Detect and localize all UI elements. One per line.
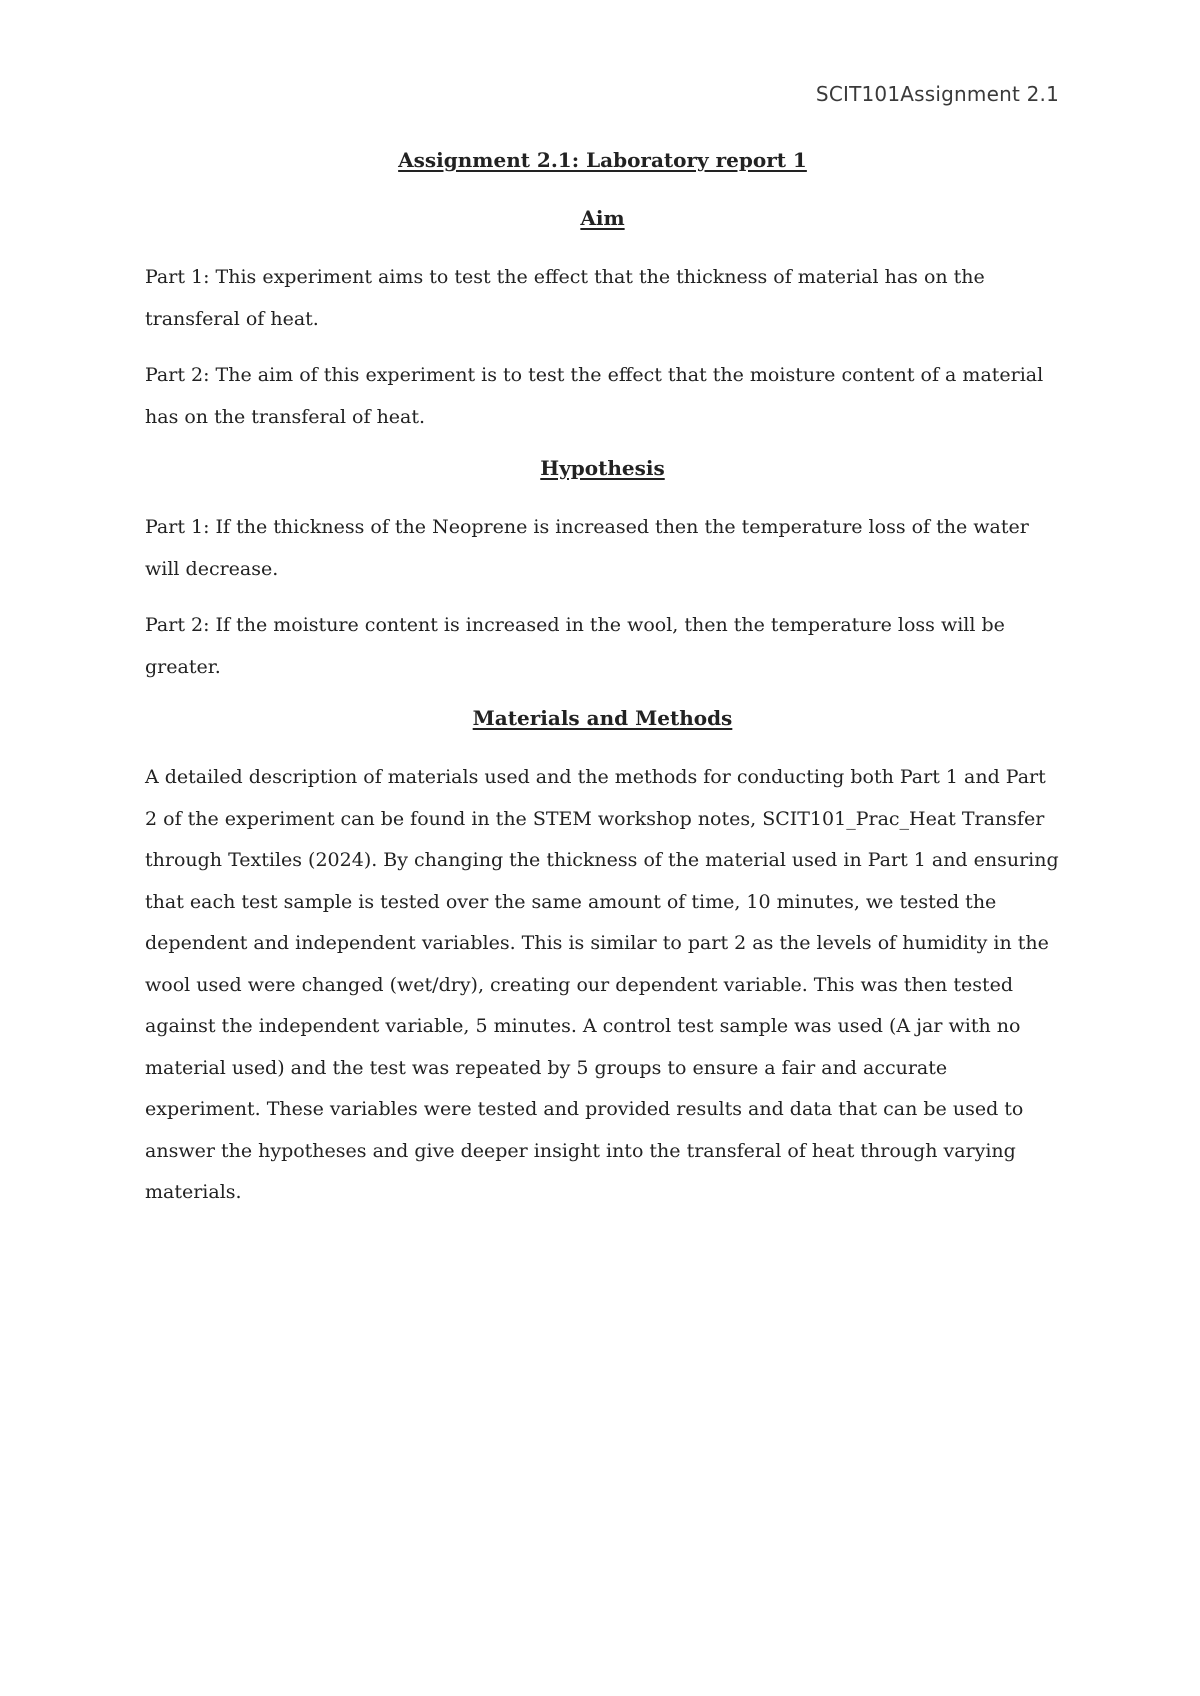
section-heading-hypothesis: Hypothesis	[540, 456, 665, 480]
section-aim	[145, 203, 1060, 438]
hypothesis-part-2-paragraph: Part 2: If the moisture content is increased in the wool, then the temperature loss will be greater.	[145, 614, 1005, 678]
document-title: Assignment 2.1: Laboratory report 1	[398, 148, 807, 172]
document-body	[145, 145, 1060, 1229]
aim-part-1-paragraph: Part 1: This experiment aims to test the effect that the thickness of material has on the transferal of heat.	[145, 266, 985, 330]
section-hypothesis	[145, 453, 1060, 688]
materials-and-methods-paragraph: A detailed description of materials used and the methods for conducting both Part 1 and Part 2 of the experiment can be found in the STEM workshop notes, SCIT101_Prac_Heat Transfer through Textiles (2024). By changing the thickness of the material used in Part 1 and ensuring that each test sample is tested over the same amount of time, 10 minutes, we tested the dependent and independent variables. This is similar to part 2 as the levels of humidity in the wool used were changed (wet/dry), creating our dependent variable. This was then tested against the independent variable, 5 minutes. A control test sample was used (A jar with no material used) and the test was repeated by 5 groups to ensure a fair and accurate experiment. These variables were tested and provided results and data that can be used to answer the hypotheses and give deeper insight into the transferal of heat through varying materials.	[145, 766, 1059, 1203]
section-heading-materials-and-methods: Materials and Methods	[472, 706, 733, 730]
section-materials-and-methods	[145, 703, 1060, 1214]
section-heading-aim: Aim	[580, 206, 625, 230]
aim-part-2-paragraph: Part 2: The aim of this experiment is to test the effect that the moisture content of a material has on the transferal of heat.	[145, 364, 1044, 428]
running-head: SCIT101Assignment 2.1	[815, 82, 1059, 106]
hypothesis-part-1-paragraph: Part 1: If the thickness of the Neoprene is increased then the temperature loss of the water will decrease.	[145, 516, 1029, 580]
